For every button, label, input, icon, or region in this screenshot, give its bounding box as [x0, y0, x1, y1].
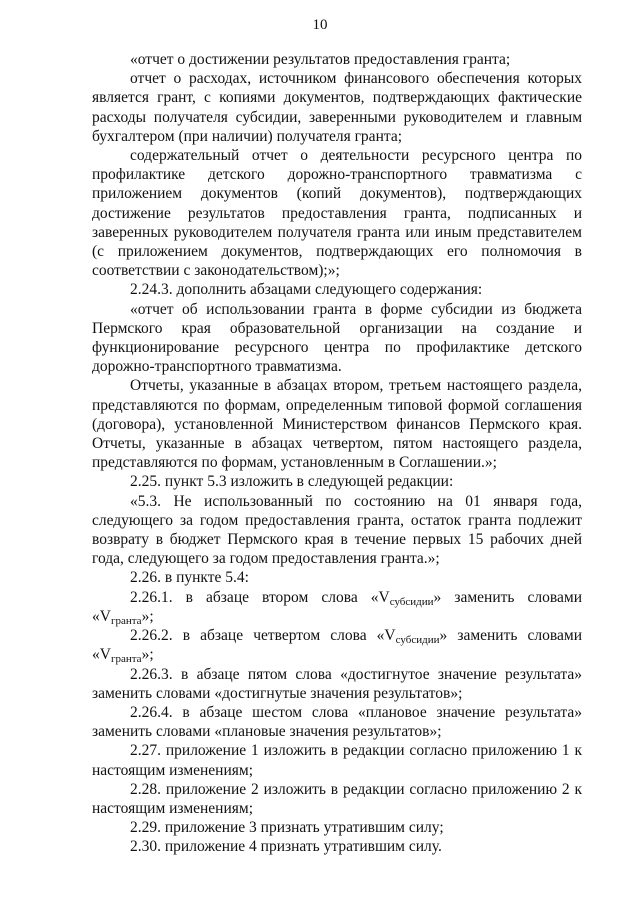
paragraph: «5.3. Не использованный по состоянию на 01 января года, следующего за годом предоставления гранта, остаток гранта подлежит возврату в бюджет Пермского края в течение первых 15 рабочих дней года, следующего за годом предоставления гранта.»; [92, 492, 582, 568]
paragraph-with-subscripts [92, 626, 582, 664]
text-segment: 2.26.1. в абзаце втором слова «V [130, 588, 390, 606]
page-number: 10 [312, 17, 328, 33]
paragraph: 2.30. приложение 4 признать утратившим силу. [130, 838, 442, 856]
text-segment: » заменить словами «V [92, 588, 582, 625]
text-segment: »; [141, 607, 154, 625]
paragraph: 2.26.3. в абзаце пятом слова «достигнутое значение результата» заменить словами «достигнутые значения результатов»; [92, 665, 582, 702]
paragraph: 2.27. приложение 1 изложить в редакции согласно приложению 1 к настоящим изменениям; [92, 742, 582, 779]
paragraph: 2.29. приложение 3 признать утратившим силу; [130, 819, 444, 837]
paragraph: содержательный отчет о деятельности ресурсного центра по профилактике детского дорожно-транспортного травматизма с приложением документов (копий документов), подтверждающих достижение результатов предоставления гранта, подписанных и заверенных руководителем получателя гранта или иным представителем (с приложением документов, подтверждающих его полномочия в соответствии с законодательством);»; [92, 147, 582, 280]
document-body [92, 50, 582, 857]
subscript: гранта [110, 614, 142, 627]
paragraph: 2.28. приложение 2 изложить в редакции согласно приложению 2 к настоящим изменениям; [92, 780, 582, 817]
text-segment: » заменить словами «V [92, 627, 583, 664]
paragraph: «отчет о достижении результатов предоставления гранта; [130, 51, 511, 68]
text-segment: 2.26.2. в абзаце четвертом слова «V [130, 627, 396, 645]
subscript: субсидии [395, 634, 440, 647]
subscript: гранта [110, 653, 142, 666]
paragraph: отчет о расходах, источником финансового обеспечения которых является грант, с копиями документов, подтверждающих фактические расходы получателя субсидии, заверенными руководителем и главным бухгалтером (при наличии) получателя гранта; [92, 70, 582, 145]
paragraph: «отчет об использовании гранта в форме субсидии из бюджета Пермского края образовательной организации на создание и функционирование ресурсного центра по профилактике детского дорожно-транспортного травматизма. [92, 300, 582, 376]
subscript: субсидии [389, 595, 434, 608]
paragraph-with-subscripts [92, 588, 582, 626]
paragraph: 2.25. пункт 5.3 изложить в следующей редакции: [130, 473, 454, 491]
paragraph: Отчеты, указанные в абзацах втором, третьем настоящего раздела, представляются по формам, определенным типовой формой соглашения (договора), установленной Министерством финансов Пермского края. Отчеты, указанные в абзацах четвертом, пятом настоящего раздела, представляются по формам, установленным в Соглашении.»; [92, 377, 582, 472]
text-segment: »; [141, 646, 154, 664]
paragraph: 2.26.4. в абзаце шестом слова «плановое значение результата» заменить словами «плановые значения результатов»; [92, 703, 582, 741]
paragraph: 2.26. в пункте 5.4: [130, 569, 249, 587]
paragraph: 2.24.3. дополнить абзацами следующего содержания: [130, 281, 483, 299]
